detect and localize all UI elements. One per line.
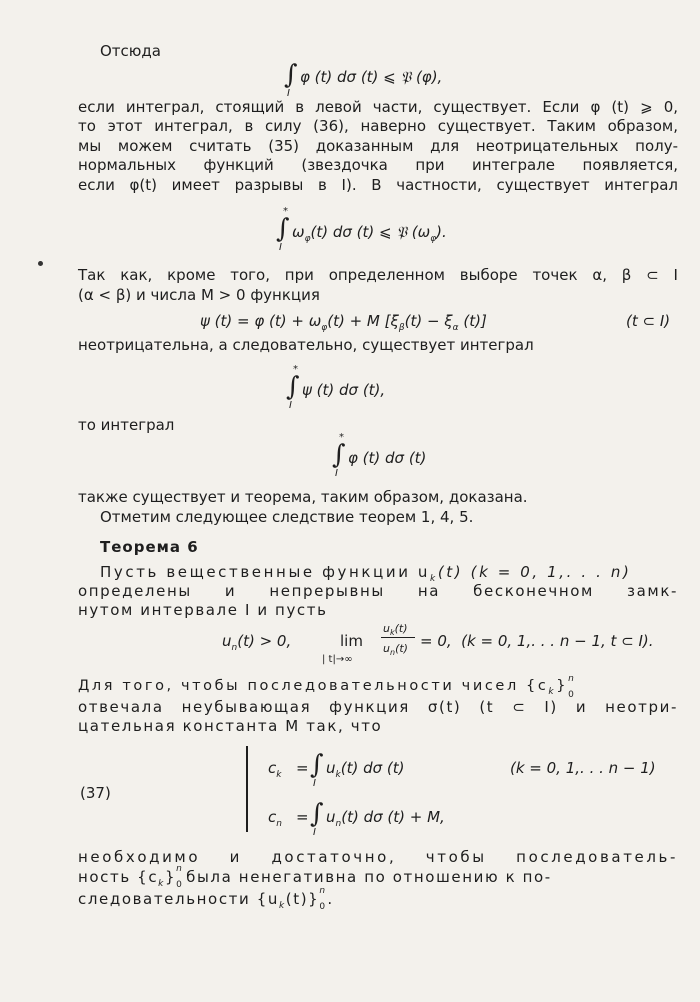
formula: = bbox=[296, 759, 309, 777]
text-line: мы можем считать (35) доказанным для неотрицательных полу- bbox=[78, 137, 678, 155]
integral-limit: I bbox=[279, 242, 282, 253]
integral-limit: I bbox=[289, 400, 292, 411]
formula: $u_k(t)$ dσ (t) bbox=[326, 759, 405, 780]
text-line: нутом интервале I и пусть bbox=[78, 601, 328, 619]
formula: ψ (t) = φ $(t) + \omega_\varphi(t) + M$ [$\xi_\beta(t) - \xi_\alpha$ (t)] bbox=[200, 312, 487, 333]
text-line: если φ(t) имеет разрывы в I). В частности, существует интеграл bbox=[78, 176, 678, 194]
formula: = bbox=[296, 808, 309, 826]
formula-denominator: $u_n(t)$ bbox=[383, 642, 408, 658]
page-mark bbox=[38, 261, 43, 266]
text-line: (α < β) и числа M > 0 функция bbox=[78, 286, 320, 304]
formula: $u_n(t) > 0$, bbox=[222, 632, 292, 653]
formula-condition: (t ⊂ I) bbox=[626, 312, 671, 330]
text-line: то интеграл bbox=[78, 416, 175, 434]
text-line: Для того, чтобы последовательности чисел $\{c_k\}$ n 0 bbox=[78, 674, 577, 700]
formula: φ (t) dσ (t) ⩽ 𝔓 (φ), bbox=[300, 68, 443, 86]
formula-numerator: $u_k(t)$ bbox=[383, 622, 408, 638]
text-line: нормальных функций (звездочка при интеграле появляется, bbox=[78, 156, 678, 174]
text-line: необходимо и достаточно, чтобы последователь- bbox=[78, 848, 678, 866]
formula-lim: lim bbox=[340, 632, 363, 650]
text-line: ность $\{c_k\}$ n 0 была ненегативна по отношению к по- bbox=[78, 864, 552, 890]
text-line: если интеграл, стоящий в левой части, существует. Если φ (t) ⩾ 0, bbox=[78, 98, 678, 116]
formula: $u_n(t)$ dσ (t) + M, bbox=[326, 808, 445, 829]
text-line: Так как, кроме того, при определенном выборе точек α, β ⊂ I bbox=[78, 266, 678, 284]
text-line: определены и непрерывны на бесконечном замк- bbox=[78, 582, 678, 600]
text-line: также существует и теорема, таким образом, доказана. bbox=[78, 488, 528, 506]
formula: ψ (t) dσ (t), bbox=[302, 381, 386, 399]
text-line: Пусть вещественные функции $u_k(t) (k = 0$, 1,. . . n) bbox=[100, 563, 632, 584]
formula: $c_k$ bbox=[268, 759, 282, 780]
text-line: отвечала неубывающая функция σ(t) (t ⊂ I) и неотри- bbox=[78, 698, 678, 716]
formula: $\omega_\varphi(t)$ dσ (t) ⩽ 𝔓 $(\omega_\varphi)$. bbox=[292, 223, 447, 244]
integral-sign: ∫ bbox=[332, 440, 346, 470]
integral-sign: ∫ bbox=[310, 750, 324, 780]
integral-limit: I bbox=[287, 88, 290, 99]
integral-sign: ∫ bbox=[286, 372, 300, 402]
integral-star: * bbox=[339, 432, 344, 443]
text-line: следовательности $\{u_k(t)\}$ n 0 . bbox=[78, 886, 334, 912]
integral-limit: I bbox=[313, 827, 316, 838]
text-line: неотрицательна, а следовательно, существует интеграл bbox=[78, 336, 534, 354]
fraction-bar bbox=[381, 637, 415, 638]
formula-lim-sub: | t|→∞ bbox=[322, 654, 353, 665]
integral-sign: ∫ bbox=[276, 214, 290, 244]
integral-star: * bbox=[293, 364, 298, 375]
text-line: цательная константа M так, что bbox=[78, 717, 383, 735]
text-line: Отсюда bbox=[100, 42, 161, 60]
formula-condition: (k = 0, 1,. . . n − 1) bbox=[510, 759, 656, 777]
integral-sign: ∫ bbox=[310, 799, 324, 829]
integral-limit: I bbox=[313, 778, 316, 789]
system-brace bbox=[246, 746, 248, 832]
integral-sign: ∫ bbox=[284, 60, 298, 90]
formula: = 0, (k = 0, 1,. . . n − 1, t ⊂ I). bbox=[420, 632, 654, 650]
theorem-heading: Теорема 6 bbox=[100, 538, 199, 556]
formula: $c_n$ bbox=[268, 808, 282, 829]
text-line: Отметим следующее следствие теорем 1, 4, 5. bbox=[100, 508, 474, 526]
text-line: то этот интеграл, в силу (36), наверно существует. Таким образом, bbox=[78, 117, 678, 135]
integral-star: * bbox=[283, 206, 288, 217]
integral-limit: I bbox=[335, 468, 338, 479]
formula: φ (t) dσ (t) bbox=[348, 449, 427, 467]
equation-number: (37) bbox=[80, 784, 111, 802]
